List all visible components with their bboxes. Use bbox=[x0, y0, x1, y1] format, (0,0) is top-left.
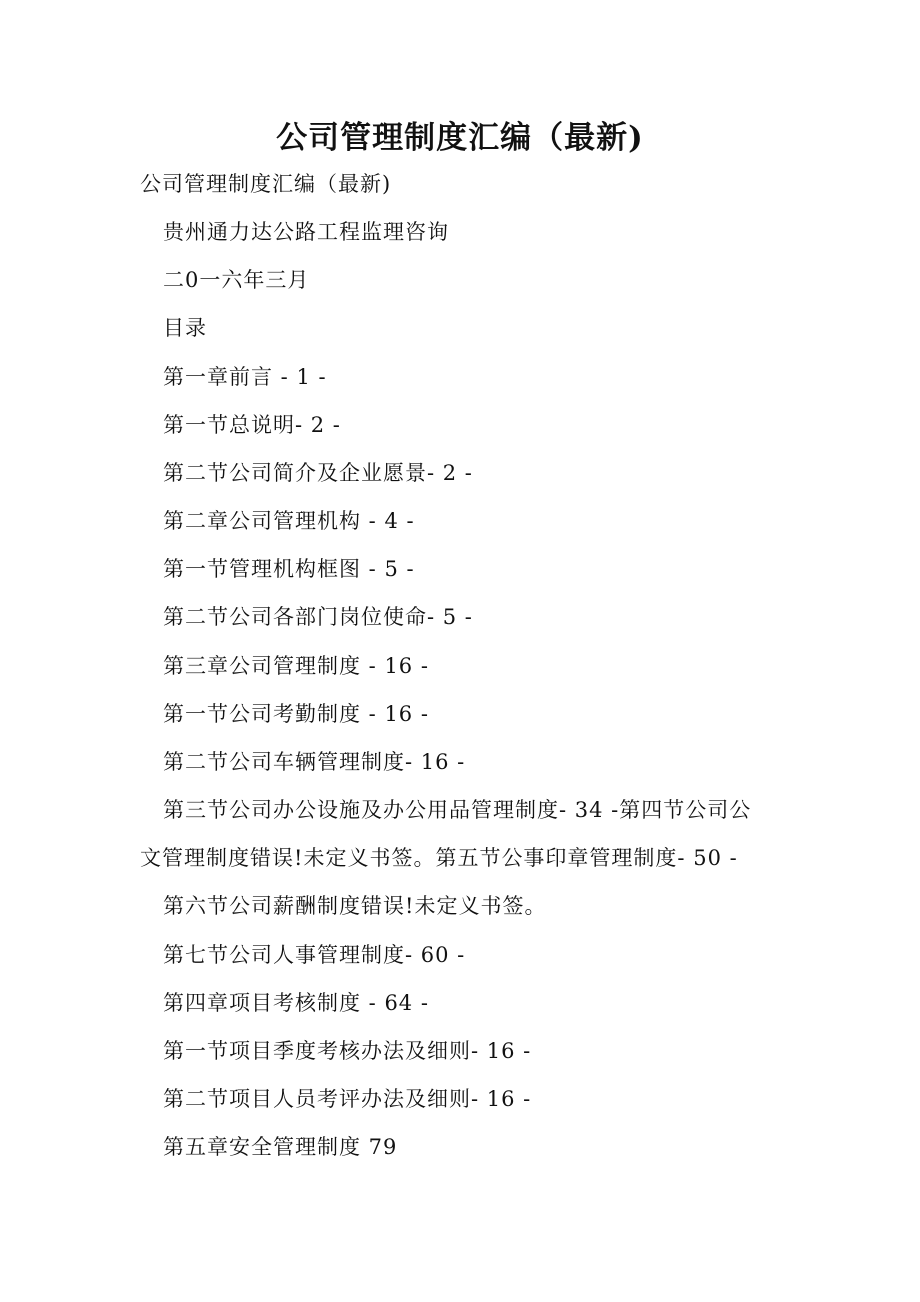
toc-item: 第一节管理机构框图 - 5 - bbox=[163, 557, 415, 581]
toc-item: 第四章项目考核制度 - 64 - bbox=[163, 991, 429, 1015]
toc-item: 第一章前言 - 1 - bbox=[163, 365, 327, 389]
toc-item: 第三节公司办公设施及办公用品管理制度- 34 -第四节公司公 bbox=[163, 798, 752, 822]
toc-item: 第二节公司车辆管理制度- 16 - bbox=[163, 750, 466, 774]
toc-item: 第六节公司薪酬制度错误!未定义书签。 bbox=[163, 894, 547, 918]
toc-item: 第二节公司简介及企业愿景- 2 - bbox=[163, 461, 473, 485]
toc-item: 第五章安全管理制度 79 bbox=[163, 1135, 398, 1159]
toc-item: 第二节公司各部门岗位使命- 5 - bbox=[163, 605, 473, 629]
toc-item: 第七节公司人事管理制度- 60 - bbox=[163, 943, 466, 967]
toc-item: 第一节总说明- 2 - bbox=[163, 413, 341, 437]
toc-item: 第二章公司管理机构 - 4 - bbox=[163, 509, 415, 533]
toc-heading: 目录 bbox=[163, 316, 207, 340]
company-name: 贵州通力达公路工程监理咨询 bbox=[163, 220, 449, 244]
toc-item: 第二节项目人员考评办法及细则- 16 - bbox=[163, 1087, 532, 1111]
toc-item: 第一节公司考勤制度 - 16 - bbox=[163, 702, 429, 726]
document-date: 二0一六年三月 bbox=[163, 268, 310, 292]
document-subtitle: 公司管理制度汇编（最新) bbox=[140, 172, 392, 196]
toc-item: 文管理制度错误!未定义书签。第五节公事印章管理制度- 50 - bbox=[140, 846, 738, 870]
document-title: 公司管理制度汇编（最新) bbox=[276, 120, 644, 156]
toc-item: 第三章公司管理制度 - 16 - bbox=[163, 654, 429, 678]
toc-item: 第一节项目季度考核办法及细则- 16 - bbox=[163, 1039, 532, 1063]
